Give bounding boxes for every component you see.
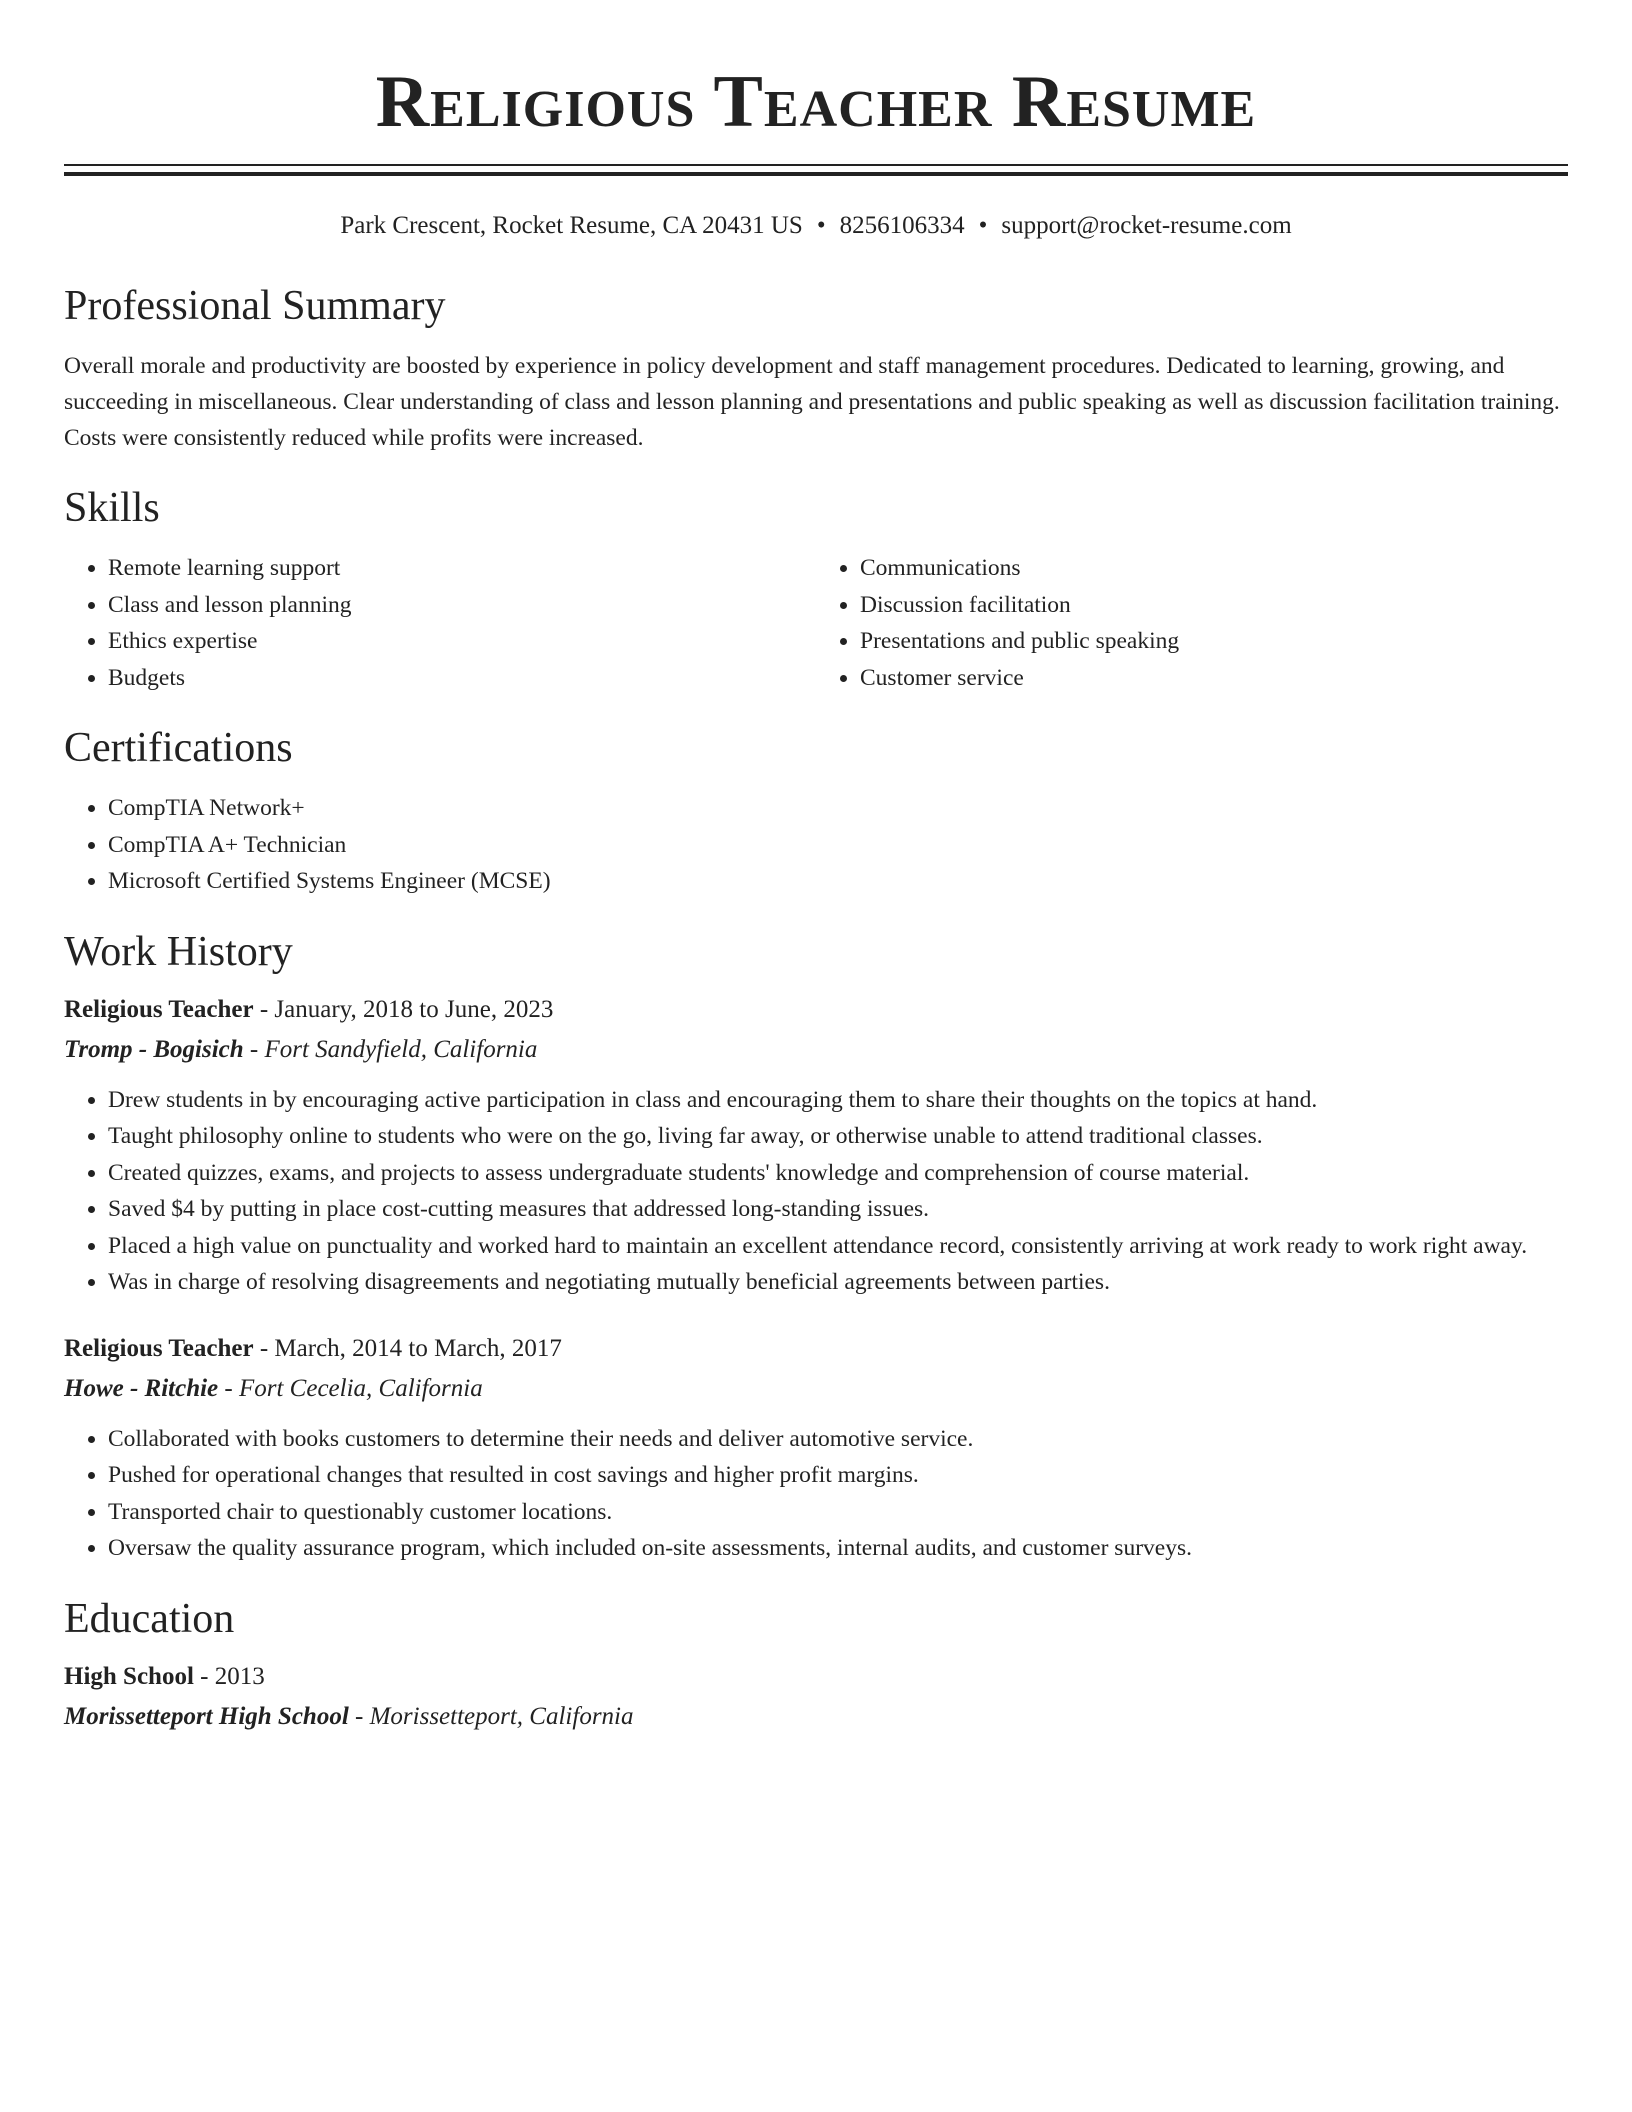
job-dates: - January, 2018 to June, 2023 (253, 995, 554, 1023)
job-bullets (64, 1082, 1568, 1301)
list-item: • CompTIA A+ Technician (108, 827, 1568, 864)
list-item: • Ethics expertise (108, 623, 816, 660)
list-item: • Oversaw the quality assurance program, which included on-site assessments, internal audits, and customer surveys. (108, 1530, 1568, 1567)
job-company-line (64, 1369, 1568, 1409)
certifications-list (64, 790, 1568, 900)
summary-heading: Professional Summary (64, 283, 446, 329)
work-history-section (64, 926, 1568, 1567)
job-dates: - March, 2014 to March, 2017 (253, 1334, 562, 1362)
job-entry (64, 1329, 1568, 1567)
job-company: Howe - Ritchie (64, 1374, 219, 1402)
certifications-section (64, 722, 1568, 900)
education-heading: Education (64, 1595, 235, 1642)
job-title-line (64, 1329, 1568, 1369)
list-item: • Taught philosophy online to students who were on the go, living far away, or otherwise unable to attend traditional classes. (108, 1118, 1568, 1155)
list-item: • CompTIA Network+ (108, 790, 1568, 827)
list-item: • Remote learning support (108, 550, 816, 587)
job-bullets (64, 1421, 1568, 1567)
resume-title: Religious Teacher Resume (375, 61, 1257, 143)
education-school-line (64, 1697, 1568, 1737)
education-degree-line (64, 1657, 1568, 1697)
list-item: • Collaborated with books customers to determine their needs and deliver automotive service. (108, 1421, 1568, 1458)
title-divider-thin (64, 164, 1568, 166)
contact-separator: • (816, 212, 826, 239)
title-divider-thick (64, 172, 1568, 176)
job-title: Religious Teacher (64, 1334, 254, 1362)
list-item: • Placed a high value on punctuality and worked hard to maintain an excellent attendance record, consistently arriving at work ready to work right away. (108, 1228, 1568, 1265)
list-item: • Budgets (108, 660, 816, 697)
list-item: • Was in charge of resolving disagreements and negotiating mutually beneficial agreements between parties. (108, 1264, 1568, 1301)
list-item: • Transported chair to questionably customer locations. (108, 1494, 1568, 1531)
work-history-heading: Work History (64, 928, 293, 975)
contact-line (64, 210, 1568, 242)
job-title-line (64, 990, 1568, 1030)
job-company-line (64, 1030, 1568, 1070)
list-item: • Pushed for operational changes that resulted in cost savings and higher profit margins. (108, 1457, 1568, 1494)
list-item: • Communications (860, 550, 1568, 587)
skills-heading: Skills (64, 485, 160, 531)
job-location: - Fort Cecelia, California (218, 1374, 483, 1402)
skills-list-right (816, 550, 1568, 696)
contact-email: support@rocket-resume.com (1001, 212, 1292, 239)
education-school: Morissetteport High School (64, 1702, 349, 1730)
job-company: Tromp - Bogisich (64, 1035, 244, 1063)
list-item: • Class and lesson planning (108, 587, 816, 624)
list-item: • Microsoft Certified Systems Engineer (MCSE) (108, 863, 1568, 900)
education-degree: High School (64, 1662, 194, 1690)
list-item: • Discussion facilitation (860, 587, 1568, 624)
skills-columns (64, 550, 1568, 696)
contact-separator: • (978, 212, 988, 239)
contact-address: Park Crescent, Rocket Resume, CA 20431 US (340, 212, 803, 239)
education-year: - 2013 (193, 1662, 265, 1690)
certifications-heading: Certifications (64, 725, 293, 771)
skills-section (64, 482, 1568, 696)
education-section (64, 1593, 1568, 1737)
summary-section (64, 280, 1568, 456)
skills-list-left (64, 550, 816, 696)
job-title: Religious Teacher (64, 995, 254, 1023)
list-item: • Drew students in by encouraging active participation in class and encouraging them to share their thoughts on the topics at hand. (108, 1082, 1568, 1119)
list-item: • Customer service (860, 660, 1568, 697)
list-item: • Created quizzes, exams, and projects to assess undergraduate students' knowledge and comprehension of course material. (108, 1155, 1568, 1192)
list-item: • Saved $4 by putting in place cost-cutting measures that addressed long-standing issues. (108, 1191, 1568, 1228)
contact-phone: 8256106334 (839, 212, 965, 239)
education-location: - Morissetteport, California (348, 1702, 634, 1730)
summary-text: Overall morale and productivity are boosted by experience in policy development and staff management procedures. Dedicated to learning, growing, and succeeding in miscellaneous. Clear understanding of class and lesson planning and presentations and public speaking as well as discussion facilitation training. Costs were consistently reduced while profits were increased. (64, 353, 1560, 451)
list-item: • Presentations and public speaking (860, 623, 1568, 660)
job-entry (64, 990, 1568, 1301)
job-location: - Fort Sandyfield, California (243, 1035, 538, 1063)
